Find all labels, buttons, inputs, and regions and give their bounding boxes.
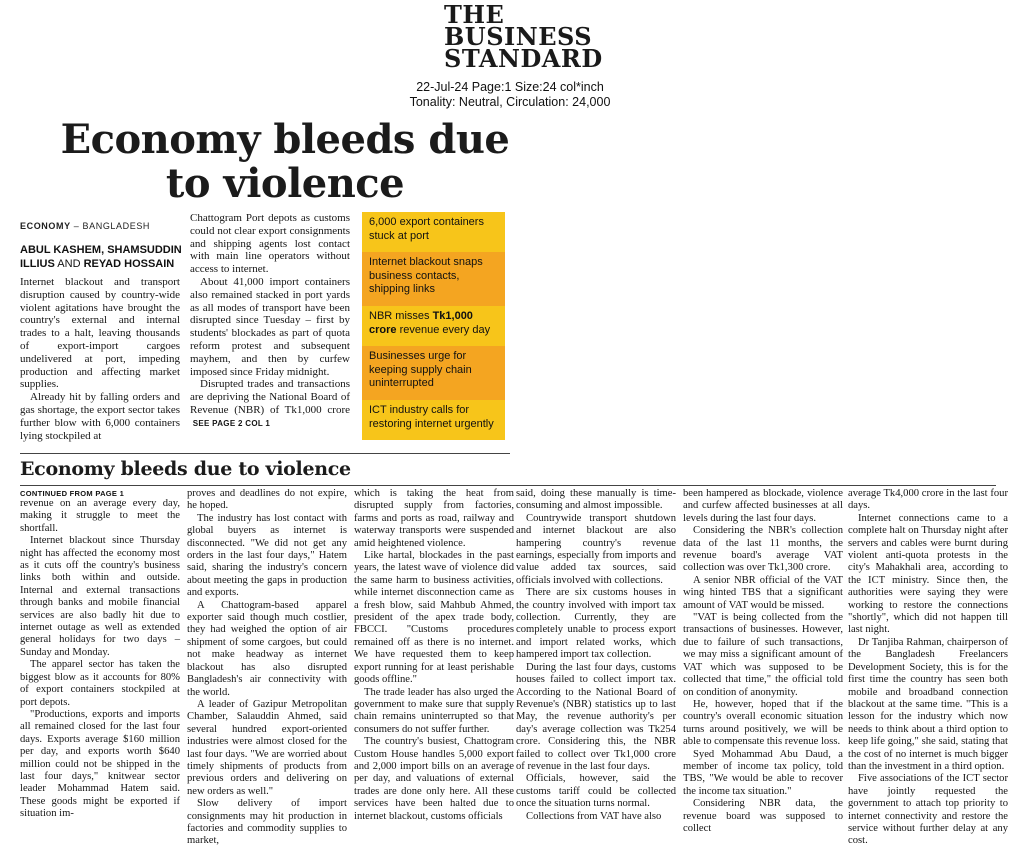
paragraph: The industry has lost contact with global buyers as internet is disconnected. "We did not get any orders in the last four days," Hatem said, sharing the industry's concern about meeting the gaps in production and exports. (187, 512, 347, 599)
paragraph: Already hit by falling orders and gas shortage, the export sector takes further blow with 6,000 containers lying stockpiled at (20, 391, 180, 442)
highlight-text: NBR misses (369, 310, 433, 322)
highlight-bold-text: Tk1,000 crore (369, 310, 473, 336)
paragraph: "VAT is being collected from the transactions of businesses. However, due to failure of such transactions, we may miss a significant amount of VAT which was supposed to be collected that time," the official told on condition of anonymity. (683, 612, 843, 698)
section-sub: – BANGLADESH (70, 221, 151, 231)
highlight-item: Businesses urge for keeping supply chain uninterrupted (362, 346, 505, 400)
paragraph: A senior NBR official of the VAT wing hinted TBS that a significant amount of VAT would be missed. (683, 574, 843, 611)
paragraph: The country's busiest, Chattogram Custom House handles 5,000 export and 2,000 import bills on an average per day, and valuations of external trades are done only here. All these services have been halted due to internet blackout, customs officials (354, 736, 514, 822)
paragraph: A leader of Gazipur Metropolitan Chamber, Salauddin Ahmed, said several hundred export-oriented industries were almost closed for the last four days. "We are worried about timely shipments of products from previous orders and delivering on new orders as well." (187, 698, 347, 797)
clipping-meta (380, 80, 640, 110)
article-column-2 (190, 212, 350, 431)
byline-and: AND (54, 257, 84, 270)
paragraph: average Tk4,000 crore in the last four days. (848, 488, 1008, 512)
paragraph: Officials, however, said the customs tariff could be collected once the situation turns normal. (516, 773, 676, 810)
divider (20, 453, 510, 454)
see-page-reference: SEE PAGE 2 COL 1 (192, 418, 271, 428)
headline-line-1: Economy bleeds due (60, 116, 510, 163)
paragraph: Internet blackout and transport disruption caused by country-wide violent agitations have brought the country's external and internal trades to a halt, leaving thousands of export-import cargoes undelivered at port, impeding production and affecting market supplies. (20, 276, 180, 391)
divider (20, 485, 996, 486)
paragraph: There are six customs houses in the country involved with import tax collection. Currently, they are completely unable to process export and import related works, which hampered import tax collection. (516, 587, 676, 661)
continued-column-6 (848, 488, 1008, 848)
paragraph: The trade leader has also urged the government to make sure that supply chain remains uninterrupted so that consumers do not suffer further. (354, 686, 514, 735)
masthead-line-3: STANDARD (444, 44, 603, 73)
paragraph: which is taking the heat from disrupted supply from factories, farms and ports as road, railway and waterway transports were suspended amid heightened violence. (354, 488, 514, 549)
paragraph: Considering NBR data, the revenue board was supposed to collect (683, 798, 843, 834)
paragraph: The apparel sector has taken the biggest blow as it accounts for 80% of export containers stockpiled at port depots. (20, 659, 180, 708)
paragraph (190, 378, 350, 430)
paragraph: Collections from VAT have also (526, 810, 662, 822)
byline-line-1: ABUL KASHEM, SHAMSUDDIN (20, 244, 182, 256)
paragraph: been hampered as blockade, violence and curfew affected businesses at all levels during the last four days. (683, 488, 843, 524)
paragraph: During the last four days, customs houses failed to collect import tax. According to the National Board of Revenue's (NBR) statistics up to last May, the revenue authority's per day's average collection was Tk254 crore. Considering this, the NBR failed to collect over Tk1,000 crore of revenue in the last four days. (516, 661, 676, 772)
byline-author: REYAD HOSSAIN (83, 257, 175, 270)
continued-column-1 (20, 498, 180, 821)
paragraph: A Chattogram-based apparel exporter said though much costlier, they had weighed the option of air shipment of some cargoes, but could not make headway as internet blackout has also disrupted Bangladesh's air connectivity with the world. (187, 599, 347, 698)
paragraph: About 41,000 import containers also remained stacked in port yards as all modes of transport have been disrupted since Tuesday – first by students' blockades as part of quota reform protest and subsequent mayhem, and then by curfew imposed since Friday midnight. (190, 275, 350, 378)
continued-column-3 (354, 488, 514, 823)
paragraph: Internet connections came to a complete halt on Thursday night after servers and cables were burnt during violent anti-quota protests in the city's Mahakhali area, according to the ICT ministry. Since then, the authorities were saying they were working to restore the connections "shortly", which did not happen till last night. (848, 512, 1008, 636)
continued-column-5 (683, 488, 843, 835)
highlight-item (362, 306, 505, 346)
continued-column-4 (516, 488, 676, 823)
headline-line-2: to violence (165, 160, 405, 207)
paragraph: Countrywide transport shutdown and internet blackout are also hampering country's revenue earnings, especially from imports and value added tax sources, said officials involved with collections. (516, 512, 676, 586)
paragraph: Considering the NBR's collection data of the last 11 months, the revenue board's average VAT collection was over Tk1,300 crore. (683, 525, 843, 574)
paragraph: Slow delivery of import consignments may hit production in factories and commodity supplies to market, (187, 798, 347, 847)
highlights-sidebar (362, 212, 505, 440)
paragraph: revenue on an average every day, making it struggle to meet the shortfall. (20, 498, 180, 534)
paragraph: He, however, hoped that if the country's overall economic situation turns around positively, we will be able to compensate this revenue loss. (683, 698, 843, 748)
headline (60, 118, 510, 206)
byline (20, 244, 190, 271)
section-name: ECONOMY (20, 221, 71, 231)
paragraph: Syed Mohammad Abu Daud, a member of income tax policy, told TBS, "We would be able to recover the income tax situation." (683, 748, 843, 797)
byline-author: ILLIUS (20, 257, 55, 270)
continued-label: CONTINUED FROM PAGE 1 (20, 489, 125, 498)
paragraph: said, doing these manually is time-consuming and almost impossible. (516, 488, 676, 512)
section-label (20, 221, 150, 231)
continued-headline: Economy bleeds due to violence (20, 458, 351, 480)
masthead-line-1: THE (444, 0, 505, 29)
paragraph: Dr Tanjiba Rahman, chairperson of the Bangladesh Freelancers Development Society, this is for the first time the country has seen both mobile and broadband connection blackout at the same time. "This is a lesson for the industry which now needs to think about a third option to keep life going," she said, stating that the cost of no internet is much bigger than the investment in a third option. (848, 636, 1008, 772)
paragraph: proves and deadlines do not expire, he hoped. (187, 488, 347, 512)
byline-line-2 (20, 258, 190, 272)
article-column-1 (20, 276, 180, 442)
highlight-text: revenue every day (396, 323, 491, 336)
highlight-item: 6,000 export containers stuck at port (362, 212, 505, 252)
masthead-logo (420, 0, 610, 73)
paragraph: "Productions, exports and imports all remained closed for the last four days. Exports average $160 million per day, and exports worth $640 million could not be shipped in the last four days," knitwear sector leader Mohammad Hatem said. These goods might be exported if situation im- (20, 708, 180, 820)
paragraph: Like hartal, blockades in the past years, the latest wave of violence did the same harm to business activities, while internet disconnection came as a fresh blow, said Mahbub Ahmed, president of the apex trade body, FBCCI. "Customs procedures remained off as there is no internet. We have requested them to keep export running for at least perishable goods offline." (354, 550, 514, 686)
continued-column-2 (187, 488, 347, 848)
paragraph: Chattogram Port depots as customs could not clear export consignments and shipping agents lost contact with main line operators without access to internet. (190, 212, 350, 276)
highlight-item: ICT industry calls for restoring internet urgently (362, 400, 505, 440)
highlight-item: Internet blackout snaps business contacts, shipping links (362, 252, 505, 306)
clipping-date-page: 22-Jul-24 Page:1 Size:24 col*inch (416, 80, 604, 94)
paragraph: Five associations of the ICT sector have jointly requested the government to attach top priority to internet connectivity and restore the service without further delay at any cost. (848, 773, 1008, 847)
paragraph-text: Disrupted trades and transactions are depriving the National Board of Revenue (NBR) of Tk1,000 crore (190, 378, 350, 416)
clipping-tonality: Tonality: Neutral, Circulation: 24,000 (409, 95, 611, 109)
paragraph: Internet blackout since Thursday night has affected the economy most as it cuts off the country's business links both within and outside. Internal and external transactions through banks and mobile financial services are also badly hit due to internet outage as well as extended general holidays for two days – Sunday and Monday. (20, 535, 180, 658)
masthead-line-2: BUSINESS (444, 22, 593, 51)
